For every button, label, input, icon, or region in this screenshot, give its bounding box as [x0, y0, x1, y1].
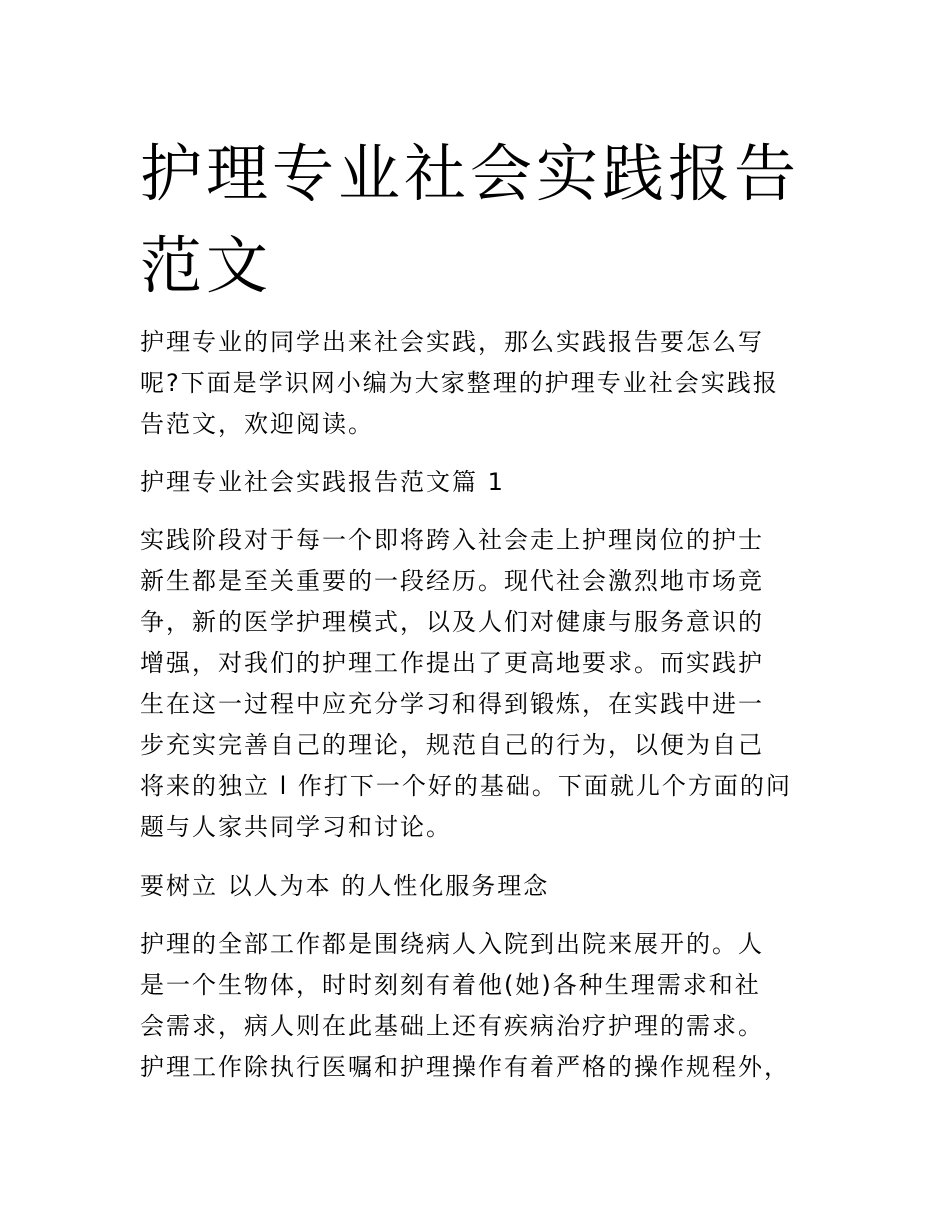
text-line: 题与人家共同学习和讨论。	[140, 813, 452, 841]
subheading: 要树立 以人为本 的人性化服务理念	[140, 872, 550, 900]
text-line: 新生都是至关重要的一段经历。现代社会激烈地市场竞	[140, 567, 764, 595]
intro-paragraph	[140, 322, 815, 445]
text-line: 护理工作除执行医嘱和护理操作有着严格的操作规程外，	[140, 1053, 790, 1081]
text-line: 生在这一过程中应充分学习和得到锻炼，在实践中进一	[140, 690, 764, 718]
text-line: 将来的独立 l 作打下一个好的基础。下面就儿个方面的问	[140, 772, 792, 800]
page-title	[140, 128, 815, 312]
text-line: 步充实完善自己的理论，规范自己的行为，以便为自己	[140, 731, 764, 759]
title-line: 护理专业社会实践报告	[140, 137, 801, 210]
text-line: 会需求，病人则在此基础上还有疾病治疗护理的需求。	[140, 1012, 764, 1040]
text-line: 呢?下面是学识网小编为大家整理的护理专业社会实践报	[140, 369, 779, 397]
text-line: 是一个生物体，时时刻刻有着他(她)各种生理需求和社	[140, 971, 761, 999]
body-paragraph	[140, 924, 815, 1088]
text-line: 争，新的医学护理模式，以及人们对健康与服务意识的	[140, 608, 764, 636]
body-paragraph	[140, 520, 815, 848]
text-line: 护理的全部工作都是围绕病人入院到出院来展开的。人	[140, 930, 764, 958]
text-line: 护理专业的同学出来社会实践，那么实践报告要怎么写	[140, 328, 764, 356]
section-heading: 护理专业社会实践报告范文篇 1	[140, 468, 505, 496]
text-line: 告范文，欢迎阅读。	[140, 410, 374, 438]
title-line: 范文	[140, 229, 273, 302]
text-line: 实践阶段对于每一个即将跨入社会走上护理岗位的护士	[140, 526, 764, 554]
text-line: 增强，对我们的护理工作提出了更高地要求。而实践护	[140, 649, 764, 677]
